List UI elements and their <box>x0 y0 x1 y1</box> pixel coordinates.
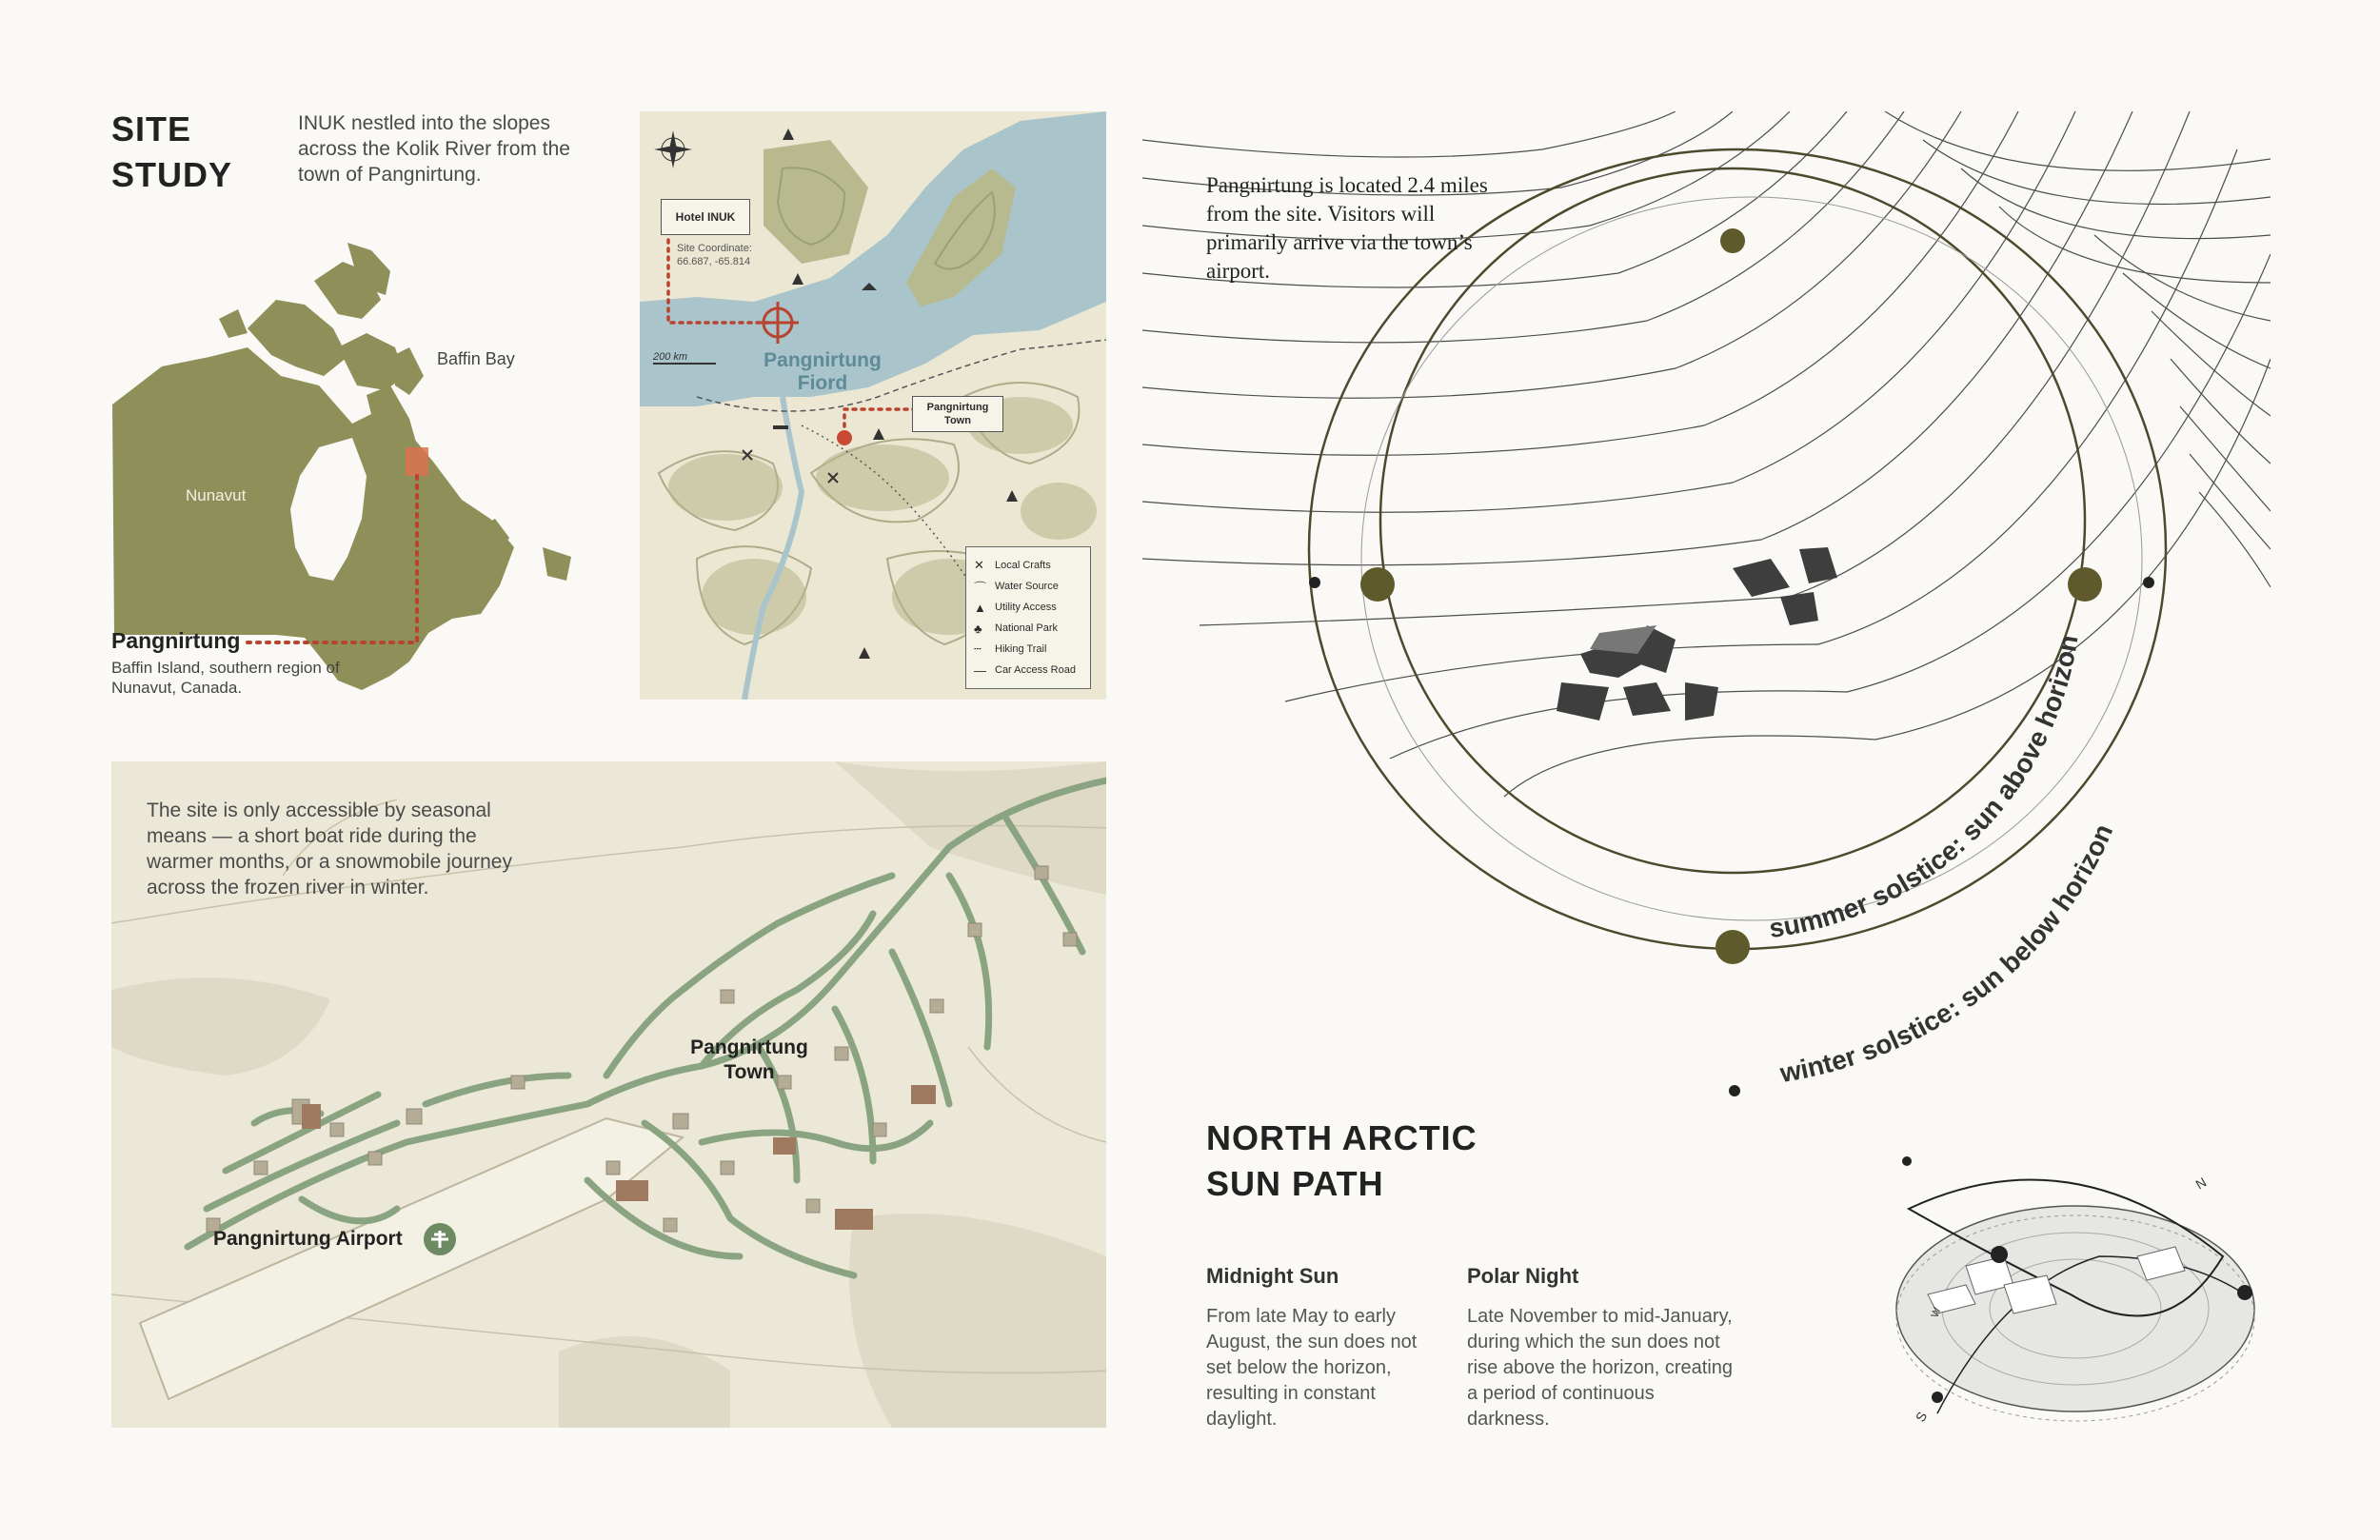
water-source-icon <box>773 425 788 429</box>
town-label <box>912 396 1003 432</box>
utility-access-icon: ▲ <box>974 600 986 615</box>
scale-label: 200 km <box>653 351 688 363</box>
fiord-label-line1: Pangnirtung <box>764 349 882 371</box>
winter-solstice-label: winter solstice: sun below horizon <box>1777 819 2119 1089</box>
polar-night-text: Late November to mid-January, during which the sun does not rise above the horizon, creating a period of continuous darkness. <box>1467 1306 1734 1430</box>
park-icon-3 <box>783 128 794 140</box>
kolik-river <box>744 397 802 700</box>
hiking-trail-icon: ┄ <box>974 642 982 656</box>
fiord-label-line2: Fiord <box>797 372 848 394</box>
local-crafts-icon: ✕ <box>974 558 984 572</box>
access-note: The site is only accessible by seasonal means — a short boat ride during the warmer months, or a snowmobile journey across the frozen river in winter. <box>147 800 512 898</box>
legend-item <box>974 597 1090 618</box>
legend-label: Utility Access <box>995 602 1057 613</box>
town-name-label <box>683 1036 816 1085</box>
winter-marker-west <box>1309 577 1320 588</box>
building-footprint <box>1557 682 1609 721</box>
legend-label: National Park <box>995 622 1059 634</box>
national-park-icon-2 <box>873 428 884 440</box>
winter-marker-east <box>2143 577 2154 588</box>
sun-marker-top <box>1720 228 1745 253</box>
legend-label: Water Source <box>995 581 1059 592</box>
north-label: N <box>2192 1174 2210 1193</box>
sun-path-title-line2: SUN PATH <box>1206 1164 1384 1203</box>
sun-path-title-line1: NORTH ARCTIC <box>1206 1118 1478 1157</box>
winter-marker-south <box>1729 1085 1740 1096</box>
sun-position-1 <box>1991 1246 2008 1263</box>
legend-label: Hiking Trail <box>995 643 1047 655</box>
sun-position-3 <box>1932 1392 1943 1403</box>
legend-item <box>974 639 1090 660</box>
fiord-map <box>640 111 1106 700</box>
west-label: W <box>1929 1306 1944 1320</box>
site-study-title-line2: STUDY <box>111 155 233 194</box>
sun-position-2 <box>2237 1285 2252 1300</box>
baffin-bay-label: Baffin Bay <box>437 349 515 368</box>
airport-label: Pangnirtung Airport <box>213 1228 403 1250</box>
building-footprint <box>1685 682 1718 721</box>
legend-item <box>974 576 1090 597</box>
building-footprint <box>1799 547 1837 583</box>
sun-path-title <box>1206 1116 1478 1207</box>
hiking-icon-2 <box>859 647 870 659</box>
town-map <box>111 761 1106 1428</box>
compass-rose-icon <box>654 130 692 168</box>
town-label-line2: Town <box>944 415 971 426</box>
legend-label: Car Access Road <box>995 664 1076 676</box>
site-study-title <box>111 107 232 198</box>
south-label: S <box>1912 1409 1931 1425</box>
isometric-sun-path <box>1880 1152 2280 1437</box>
pangnirtung-label: Pangnirtung <box>111 628 241 653</box>
legend-item <box>974 660 1090 681</box>
summer-solstice-label: summer solstice: sun above horizon <box>1767 632 2084 944</box>
site-study-title-line1: SITE <box>111 109 192 148</box>
legend-label: Local Crafts <box>995 560 1051 571</box>
site-coordinate-block <box>677 242 752 268</box>
nunavut-label: Nunavut <box>186 486 247 504</box>
legend-item <box>974 618 1090 639</box>
pangnirtung-location-marker <box>406 447 428 476</box>
town-label-line1: Pangnirtung <box>926 402 989 413</box>
midnight-sun-title: Midnight Sun <box>1206 1264 1339 1288</box>
car-access-road-icon: — <box>974 662 986 678</box>
airport-icon <box>424 1223 456 1255</box>
sun-marker-west <box>1360 567 1395 602</box>
fiord-label <box>756 349 889 395</box>
horizon-ring <box>1361 197 2142 920</box>
sun-marker-east <box>2068 567 2102 602</box>
town-name-line2: Town <box>724 1061 775 1083</box>
sun-marker-south <box>1716 930 1750 964</box>
town-location-dot <box>837 430 852 445</box>
town-name-line1: Pangnirtung <box>690 1037 808 1058</box>
pangnirtung-caption: Baffin Island, southern region of Nunavut, Canada. <box>111 659 340 697</box>
water-source-icon: ⌒ <box>974 580 987 595</box>
hotel-inuk-label: Hotel INUK <box>661 199 750 235</box>
site-study-intro: INUK nestled into the slopes across the Kolik River from the town of Pangnirtung. <box>298 112 570 186</box>
legend-item <box>974 555 1090 576</box>
national-park-icon <box>792 273 803 285</box>
building-footprint <box>1623 682 1671 716</box>
site-coordinate-value: 66.687, -65.814 <box>677 256 751 267</box>
site-distance-note: Pangnirtung is located 2.4 miles from the site. Visitors will primarily arrive via the town’s airport. <box>1206 173 1488 283</box>
sun-position-4 <box>1902 1156 1912 1166</box>
building-footprint <box>1733 559 1790 597</box>
map-legend <box>965 546 1091 689</box>
site-coordinate-label: Site Coordinate: <box>677 243 752 254</box>
polar-night-title: Polar Night <box>1467 1264 1579 1288</box>
national-park-icon: ♣ <box>974 621 982 636</box>
hiking-icon <box>1006 490 1018 502</box>
midnight-sun-text: From late May to early August, the sun does not set below the horizon, resulting in constant daylight. <box>1206 1306 1418 1430</box>
building-footprint <box>1780 592 1818 625</box>
